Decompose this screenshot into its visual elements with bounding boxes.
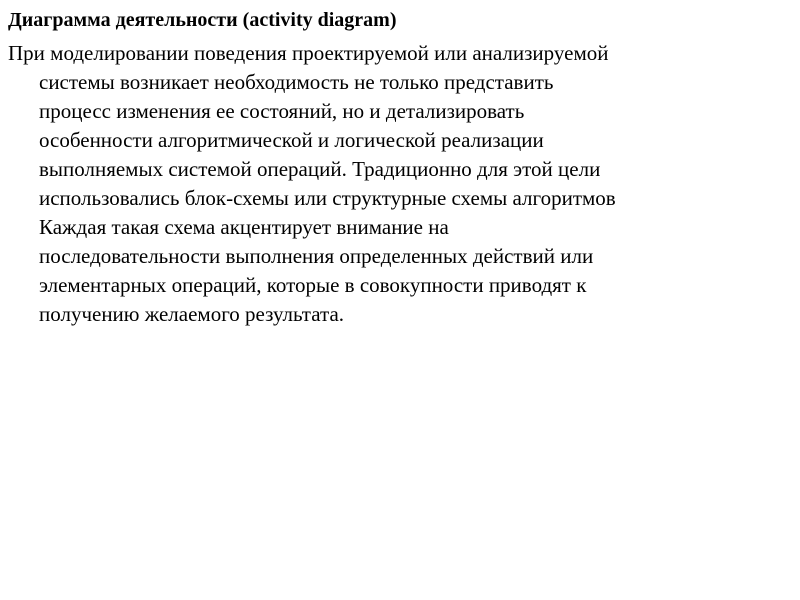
paragraph-line: использовались блок-схемы или структурные схемы алгоритмов (39, 186, 616, 210)
paragraph-line: При моделировании поведения проектируемой или анализируемой (8, 41, 609, 65)
slide-paragraph (8, 39, 800, 329)
paragraph-line: системы возникает необходимость не только представить (39, 70, 554, 94)
slide-title: Диаграмма деятельности (activity diagram) (8, 9, 397, 31)
paragraph-line: процесс изменения ее состояний, но и детализировать (39, 99, 525, 123)
paragraph-line: получению желаемого результата. (39, 302, 345, 326)
paragraph-line: элементарных операций, которые в совокупности приводят к (39, 273, 587, 297)
paragraph-line: Каждая такая схема акцентирует внимание на (39, 215, 449, 239)
paragraph-line: выполняемых системой операций. Традиционно для этой цели (39, 157, 601, 181)
paragraph-line: особенности алгоритмической и логической реализации (39, 128, 544, 152)
paragraph-line: последовательности выполнения определенных действий или (39, 244, 594, 268)
